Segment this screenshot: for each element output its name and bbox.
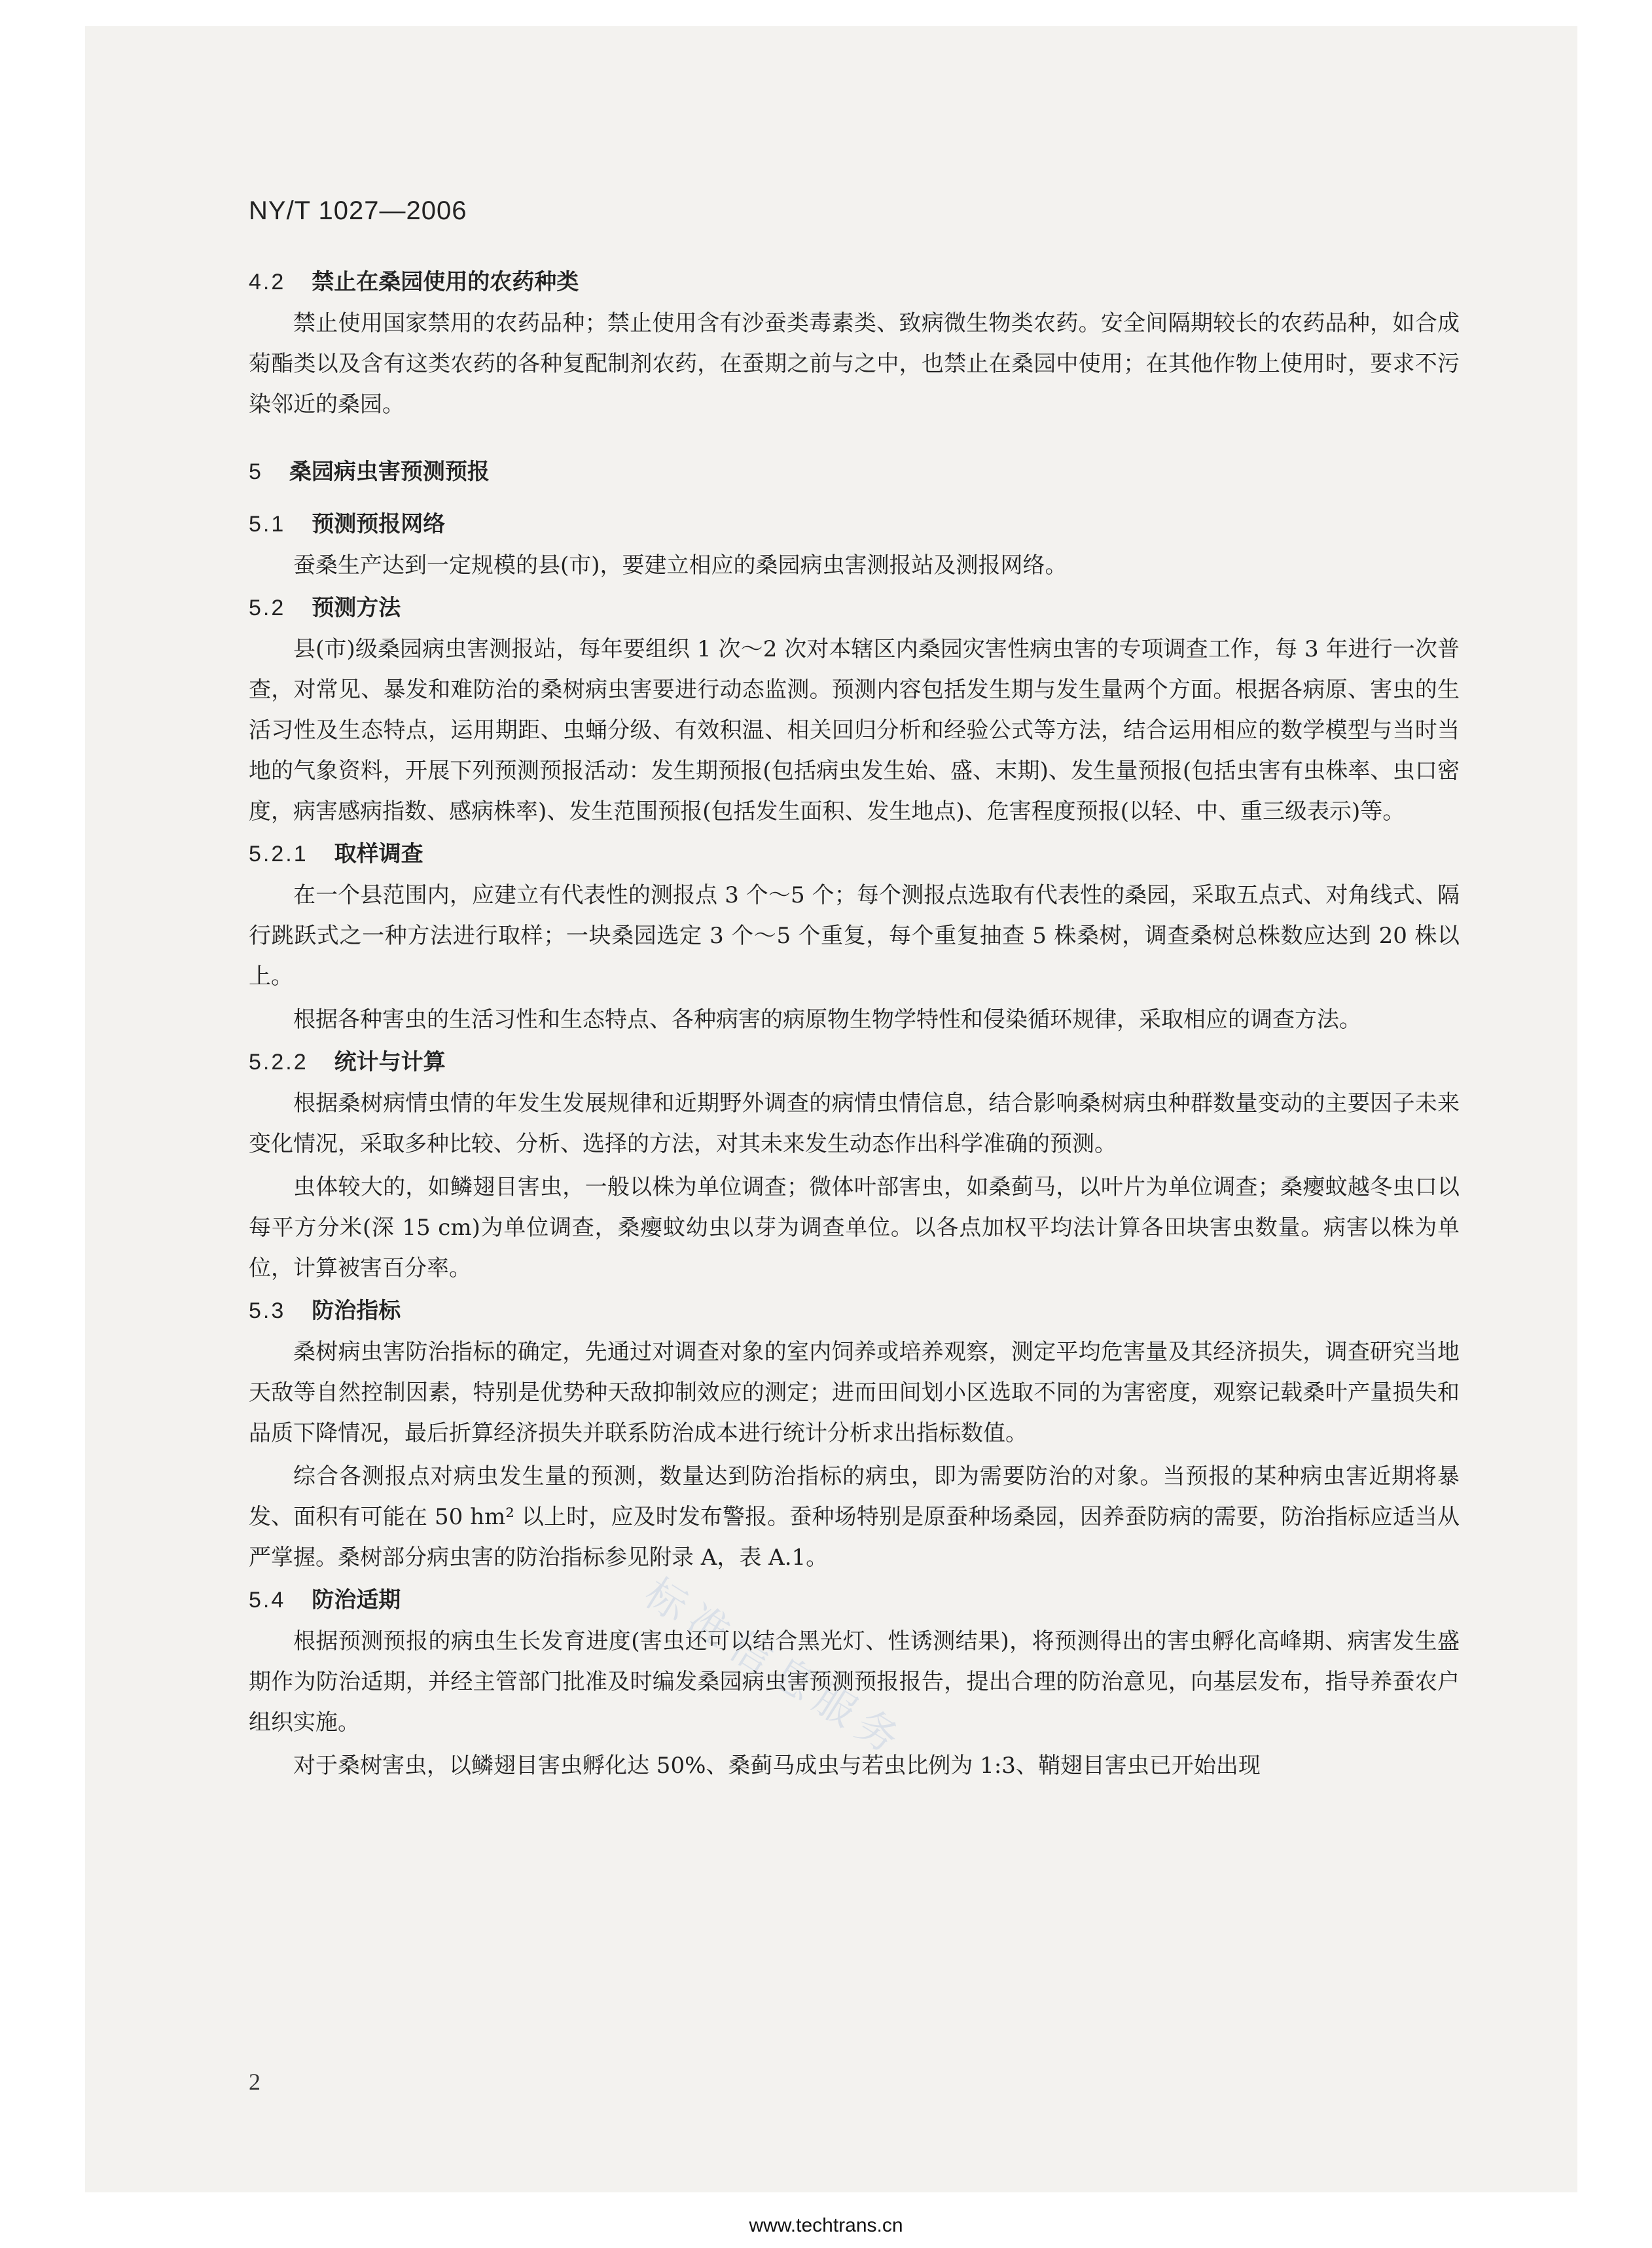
paragraph: 蚕桑生产达到一定规模的县(市)，要建立相应的桑园病虫害测报站及测报网络。 [293, 552, 1068, 579]
paragraph: 根据预测预报的病虫生长发育进度(害虫还可以结合黑光灯、性诱测结果)，将预测得出的害虫孵化高峰期、病害发生盛期作为防治适期，并经主管部门批准及时编发桑园病虫害预测预报报告，提出合理的防治意见，向基层发布，指导养蚕农户组织实施。 [249, 1628, 1460, 1736]
watermark: 标准信息服务 [636, 1568, 916, 1768]
section-number: 4.2 [249, 270, 286, 294]
paragraph: 县(市)级桑园病虫害测报站，每年要组织 1 次～2 次对本辖区内桑园灾害性病虫害的专项调查工作，每 3 年进行一次普查，对常见、暴发和难防治的桑树病虫害要进行动态监测。预测内容包括发生期与发生量两个方面。根据各病原、害虫的生活习性及生态特点，运用期距、虫蛹分级、有效积温、相关回归分析和经验公式等方法，结合运用相应的数学模型与当时当地的气象资料，开展下列预测预报活动：发生期预报(包括病虫发生始、盛、末期)、发生量预报(包括虫害有虫株率、虫口密度，病害感病指数、感病株率)、发生范围预报(包括发生面积、发生地点)、危害程度预报(以轻、中、重三级表示)等。 [249, 636, 1460, 825]
section-title: 桑园病虫害预测预报 [289, 459, 490, 485]
section-5-1-heading [249, 507, 1460, 541]
section-number: 5.3 [249, 1298, 286, 1323]
paragraph: 根据桑树病情虫情的年发生发展规律和近期野外调查的病情虫情信息，结合影响桑树病虫种群数量变动的主要因子未来变化情况，采取多种比较、分析、选择的方法，对其未来发生动态作出科学准确的预测。 [249, 1090, 1460, 1157]
section-4-2-heading [249, 265, 1460, 299]
section-5-4-heading [249, 1583, 1460, 1617]
section-5-heading [249, 455, 1460, 489]
footer-url: www.techtrans.cn [749, 2215, 903, 2236]
section-title: 预测预报网络 [312, 511, 446, 537]
standard-number-header: NY/T 1027—2006 [249, 196, 467, 225]
section-5-2-heading [249, 591, 1460, 625]
section-number: 5.4 [249, 1588, 286, 1613]
paragraph: 桑树病虫害防治指标的确定，先通过对调查对象的室内饲养或培养观察，测定平均危害量及其经济损失，调查研究当地天敌等自然控制因素，特别是优势种天敌抑制效应的测定；进而田间划小区选取不同的为害密度，观察记载桑叶产量损失和品质下降情况，最后折算经济损失并联系防治成本进行统计分析求出指标数值。 [249, 1339, 1460, 1446]
section-number: 5.2 [249, 596, 286, 620]
page-number: 2 [249, 2069, 260, 2095]
section-number: 5.2.1 [249, 842, 308, 866]
paragraph: 根据各种害虫的生活习性和生态特点、各种病害的病原物生物学特性和侵染循环规律，采取相应的调查方法。 [293, 1007, 1361, 1033]
paragraph: 在一个县范围内，应建立有代表性的测报点 3 个～5 个；每个测报点选取有代表性的桑园，采取五点式、对角线式、隔行跳跃式之一种方法进行取样；一块桑园选定 3 个～5 个重复，每个重复抽查 5 株桑树，调查桑树总株数应达到 20 株以上。 [249, 882, 1460, 990]
section-title: 取样调查 [334, 841, 423, 867]
paragraph: 虫体较大的，如鳞翅目害虫，一般以株为单位调查；微体叶部害虫，如桑蓟马，以叶片为单位调查；桑瘿蚊越冬虫口以每平方分米(深 15 cm)为单位调查，桑瘿蚊幼虫以芽为调查单位。以各点加权平均法计算各田块害虫数量。病害以株为单位，计算被害百分率。 [249, 1174, 1460, 1281]
section-title: 统计与计算 [334, 1049, 446, 1075]
document-content [249, 196, 1460, 1789]
section-number: 5.1 [249, 512, 286, 537]
section-5-2-1-heading [249, 837, 1460, 871]
paragraph: 禁止使用国家禁用的农药品种；禁止使用含有沙蚕类毒素类、致病微生物类农药。安全间隔期较长的农药品种，如合成菊酯类以及含有这类农药的各种复配制剂农药，在蚕期之前与之中，也禁止在桑园中使用；在其他作物上使用时，要求不污染邻近的桑园。 [249, 310, 1460, 418]
paragraph: 对于桑树害虫，以鳞翅目害虫孵化达 50%、桑蓟马成虫与若虫比例为 1:3、鞘翅目害虫已开始出现 [293, 1753, 1261, 1779]
section-title: 禁止在桑园使用的农药种类 [312, 269, 579, 295]
section-5-2-2-heading [249, 1045, 1460, 1079]
section-number: 5 [249, 459, 263, 484]
section-5-3-heading [249, 1294, 1460, 1328]
paragraph: 综合各测报点对病虫发生量的预测，数量达到防治指标的病虫，即为需要防治的对象。当预报的某种病虫害近期将暴发、面积有可能在 50 hm² 以上时，应及时发布警报。蚕种场特别是原蚕种场桑园，因养蚕防病的需要，防治指标应适当从严掌握。桑树部分病虫害的防治指标参见附录 A，表 A.1。 [249, 1463, 1460, 1571]
section-title: 防治适期 [312, 1587, 401, 1613]
section-title: 预测方法 [312, 595, 401, 621]
section-title: 防治指标 [312, 1298, 401, 1324]
section-number: 5.2.2 [249, 1050, 308, 1075]
